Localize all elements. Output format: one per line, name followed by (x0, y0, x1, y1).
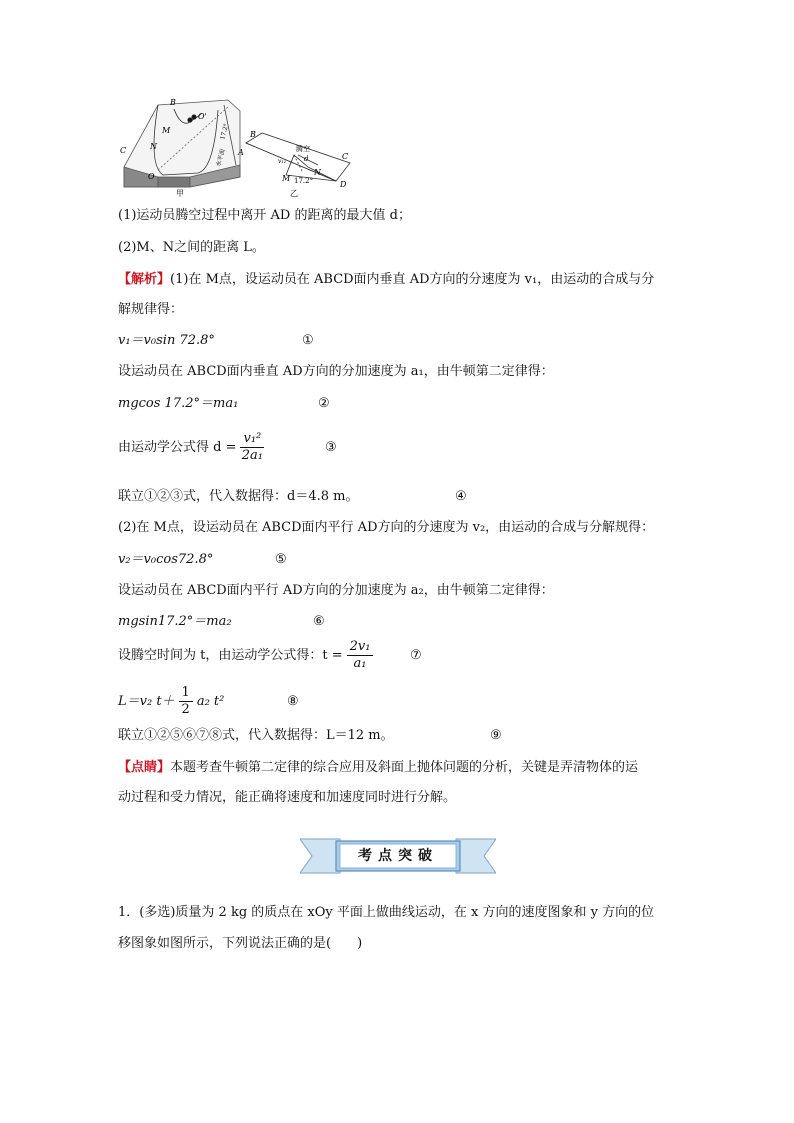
solution-tag: 【解析】 (118, 272, 171, 287)
equation-8-a: L＝v₂ t＋ (118, 694, 175, 709)
diagram-figures (118, 95, 368, 200)
equation-3 (118, 430, 268, 466)
equation-8 (118, 684, 224, 720)
fraction-8 (179, 685, 193, 718)
comment-tag: 【点睛】 (118, 760, 171, 775)
banner-title: 考点突破 (358, 848, 438, 864)
figure-yi (246, 133, 350, 181)
solution-intro-1: (1)在 M点，设运动员在 ABCD面内垂直 AD方向的分速度为 v₁，由运动的合成与分 (170, 272, 655, 287)
label-a: A (238, 148, 244, 157)
equation-number-6: ⑥ (313, 614, 325, 629)
solution-intro-2: 解规律得： (118, 302, 184, 317)
fraction-3-num: v₁² (240, 431, 264, 448)
equation-8-b: a₂ t² (196, 694, 225, 709)
exercise-line-2: 移图象如图所示，下列说法正确的是( ) (118, 936, 363, 951)
solution-intro-line-1 (118, 270, 654, 290)
label-b1: B (170, 98, 176, 107)
fraction-3-den: 2a₁ (241, 448, 263, 463)
label-o: O (148, 172, 155, 181)
comment-line-1 (118, 758, 638, 778)
figure-jia (124, 100, 240, 187)
equation-7 (118, 638, 377, 674)
label-m-right: M (282, 174, 291, 183)
fraction-8-den: 2 (181, 702, 190, 717)
fraction-7 (347, 639, 374, 672)
caption-yi: 乙 (290, 189, 298, 198)
section-banner (300, 836, 496, 876)
solution-line-2: 设运动员在 ABCD面内垂直 AD方向的分加速度为 a₁，由牛顿第二定律得： (118, 364, 554, 379)
label-air: 腾空 (296, 145, 310, 153)
equation-number-7: ⑦ (410, 648, 422, 663)
label-angle-left: 17.2° (219, 122, 231, 141)
label-b-right: B (250, 130, 256, 139)
equation-3-prefix: 由运动学公式得 d = (118, 440, 237, 455)
comment-text-2: 动过程和受力情况，能正确将速度和加速度同时进行分解。 (118, 790, 457, 805)
label-n-right: N (314, 168, 321, 177)
part-2-intro: (2)在 M点，设运动员在 ABCD面内平行 AD方向的分速度为 v₂，由运动的合成与分解规得： (118, 520, 655, 535)
equation-6: mgsin17.2°＝ma₂ (118, 614, 232, 629)
label-angle-right: 17.2° (294, 177, 314, 185)
label-side: 水平面 (215, 148, 227, 168)
fraction-3 (240, 431, 264, 464)
label-n-left: N (150, 142, 157, 151)
equation-number-9: ⑨ (490, 728, 502, 743)
equation-7-prefix: 设腾空时间为 t，由运动学公式得：t = (118, 648, 343, 663)
question-1: (1)运动员腾空过程中离开 AD 的距离的最大值 d； (118, 208, 411, 223)
label-v: v₁₁ (278, 158, 287, 165)
label-d: D (340, 180, 347, 189)
question-2: (2)M、N之间的距离 L。 (118, 240, 265, 255)
equation-number-1: ① (302, 333, 314, 348)
label-m-left: M (162, 126, 171, 135)
fraction-7-num: 2v₁ (347, 639, 374, 656)
label-c-left: C (120, 146, 127, 155)
label-oprime: O' (198, 112, 207, 121)
equation-1: v₁＝v₀sin 72.8° (118, 333, 215, 348)
equation-number-5: ⑤ (275, 552, 287, 567)
result-2: 联立①②⑤⑥⑦⑧式，代入数据得：L＝12 m。 (118, 728, 394, 743)
fraction-8-num: 1 (179, 685, 193, 702)
label-c-right: C (342, 152, 349, 161)
equation-number-4: ④ (455, 489, 467, 504)
fraction-7-den: a₁ (353, 656, 367, 671)
equation-number-2: ② (318, 396, 330, 411)
ski-slope-diagram (118, 95, 368, 200)
caption-jia: 甲 (176, 189, 184, 198)
exercise-line-1: 1．(多选)质量为 2 kg 的质点在 xOy 平面上做曲线运动，在 x 方向的速度图象和 y 方向的位 (118, 905, 655, 920)
equation-number-3: ③ (325, 440, 337, 455)
label-dist: d (304, 155, 309, 163)
equation-5: v₂＝v₀cos72.8° (118, 552, 214, 567)
equation-number-8: ⑧ (287, 694, 299, 709)
solution-line-6: 设运动员在 ABCD面内平行 AD方向的分加速度为 a₂，由牛顿第二定律得： (118, 583, 554, 598)
result-1: 联立①②③式，代入数据得：d＝4.8 m。 (118, 489, 359, 504)
equation-2: mgcos 17.2°＝ma₁ (118, 396, 239, 411)
comment-text-1: 本题考查牛顿第二定律的综合应用及斜面上抛体问题的分析，关键是弄清物体的运 (170, 760, 639, 775)
